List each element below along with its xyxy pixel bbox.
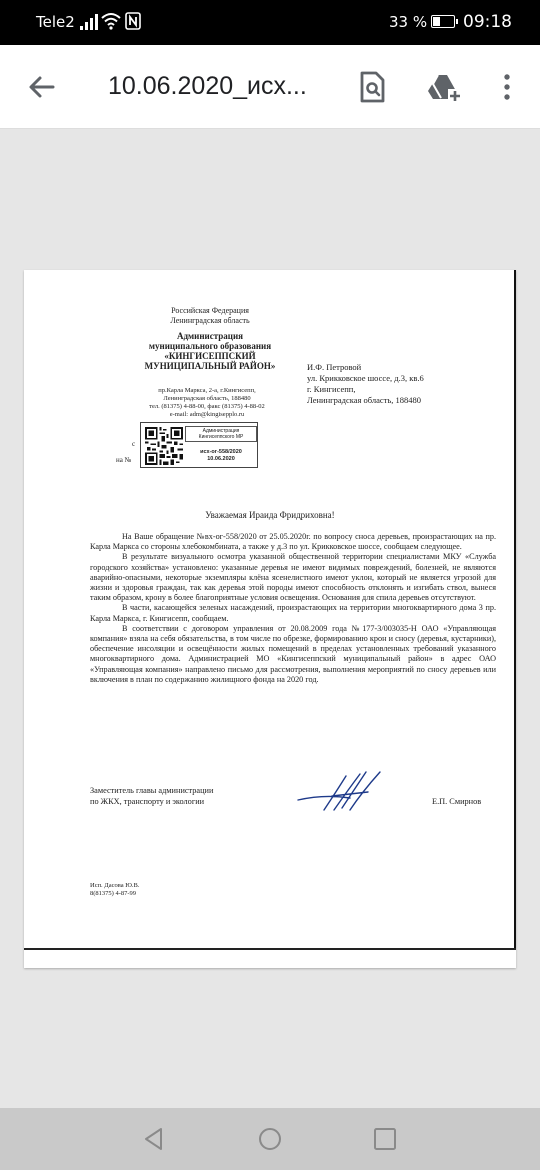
clock: 09:18 xyxy=(463,12,512,32)
contact-address: пр.Карла Маркса, 2-а, г.Кингисепп, xyxy=(158,387,256,394)
stamp-org-line-1: Администрация xyxy=(202,428,240,434)
more-vert-icon[interactable] xyxy=(487,67,527,107)
navigation-bar xyxy=(0,1108,540,1170)
qr-code xyxy=(145,427,183,465)
scan-edge-right xyxy=(514,270,516,948)
recipient-address xyxy=(307,362,507,406)
body-paragraph: В результате визуального осмотра указанной общественной территории специалистами МКУ «Служба городского хозяйства» установлено: указанные деревья не имеют видимых повреждений, болезней, не являются аварийно-опасными, некоторые экземпляры клёна ясенелистного имеют уклон, который не является угрозой для жизни и здоровья граждан, так как деревья этой породы имеют способность отклонять и изгибать ствол, вынеся таким образом, крону в более благоприятные условия освещения. Основания для спила деревьев отсутствуют. xyxy=(90,552,496,603)
recipient-street: ул. Крикковское шоссе, д.3, кв.6 xyxy=(307,373,424,383)
find-in-page-icon[interactable] xyxy=(352,67,392,107)
nav-back-icon[interactable] xyxy=(137,1122,171,1156)
letterhead-org-2: муниципального образования xyxy=(148,341,272,351)
executor-phone: 8(81375) 4-87-99 xyxy=(90,890,137,897)
registration-stamp xyxy=(140,422,258,468)
salutation: Уважаемая Ираида Фридриховна! xyxy=(205,510,335,520)
body-paragraph: В соответствии с договором управления от 20.08.2009 года №177-3/003035-Н ОАО «Управляющая компания» взяла на себя обязательства, в том числе по обрезке, формированию крон и сносу (деревья, кустарники), обеспечение инсоляции и освещённости жилых помещений в пределах установленных требований указанного многоквартирного дома. Администрацией МО «Кингисеппский муниципальный район» в адрес ОАО «Управляющая компания» направлено письмо для рассмотрения, выполнения мероприятий по сносу деревьев или включения в план по содержанию жилищного фонда на 2020 год. xyxy=(90,623,496,684)
signer-name: Е.П. Смирнов xyxy=(432,797,482,806)
letter-body xyxy=(90,532,496,685)
app-bar xyxy=(0,45,540,129)
date-line-prefix: с xyxy=(132,440,136,448)
contact-email: e-mail: adm@kingisepplo.ru xyxy=(169,411,245,418)
wifi-icon xyxy=(101,12,121,34)
carrier-name: Tele2 xyxy=(36,13,75,31)
scan-edge-bottom xyxy=(24,948,516,950)
signal-icon xyxy=(80,14,98,30)
letterhead-org-1: Администрация xyxy=(176,331,243,341)
nav-home-icon[interactable] xyxy=(253,1122,287,1156)
battery-percent: 33 % xyxy=(389,13,428,31)
signatory-position-line-2: по ЖКХ, транспорту и экологии xyxy=(90,797,205,806)
body-paragraph: В части, касающейся зеленых насаждений, произрастающих на территории многоквартирного дома 3 пр. Карла Маркса, г. Кингисепп, сообщаем. xyxy=(90,603,496,623)
status-bar xyxy=(0,0,540,45)
document-title: 10.06.2020_исх... xyxy=(108,72,307,100)
stamp-registration xyxy=(185,449,257,463)
stamp-org-line-2: Кингисеппского МР xyxy=(198,434,244,440)
letterhead-org-3: «КИНГИСЕППСКИЙ xyxy=(164,351,256,361)
contact-region: Ленинградская область, 188480 xyxy=(163,395,251,402)
recipient-city: г. Кингисепп, xyxy=(307,384,356,394)
letterhead-country: Российская Федерация xyxy=(171,306,249,315)
signatory-position xyxy=(90,785,280,807)
executor-info xyxy=(90,882,140,898)
document-viewer[interactable] xyxy=(0,130,540,1108)
ref-line-prefix: на № xyxy=(116,456,132,464)
executor-name: Исп. Дасова Ю.В. xyxy=(90,882,140,889)
stamp-number: исх-ог-558/2020 xyxy=(200,449,242,455)
letterhead xyxy=(120,306,300,371)
battery-icon xyxy=(431,15,455,28)
stamp-date: 10.06.2020 xyxy=(207,456,235,462)
recipient-region: Ленинградская область, 188480 xyxy=(307,395,422,405)
handwritten-signature xyxy=(294,770,404,814)
letterhead-region: Ленинградская область xyxy=(170,316,250,325)
contact-phone: тел. (81375) 4-88-00, факс (81375) 4-88-02 xyxy=(149,403,265,410)
add-to-drive-icon[interactable] xyxy=(423,67,463,107)
recipient-name: И.Ф. Петровой xyxy=(307,362,362,372)
body-paragraph: На Ваше обращение №вх-ог-558/2020 от 25.05.2020г. по вопросу сноса деревьев, произрастающих на пр. Карла Маркса со стороны хлебокомбината, а также у д.3 по ул. Крикковское шоссе, сообщаем следующее. xyxy=(90,532,496,552)
nav-recents-icon[interactable] xyxy=(368,1122,402,1156)
letterhead-org-4: МУНИЦИПАЛЬНЫЙ РАЙОН» xyxy=(144,361,276,371)
nfc-icon xyxy=(125,12,141,34)
back-arrow-icon[interactable] xyxy=(22,67,62,107)
signatory-position-line-1: Заместитель главы администрации xyxy=(90,786,214,795)
letterhead-contacts xyxy=(112,387,302,419)
stamp-organization xyxy=(185,426,257,442)
document-page xyxy=(24,270,516,968)
